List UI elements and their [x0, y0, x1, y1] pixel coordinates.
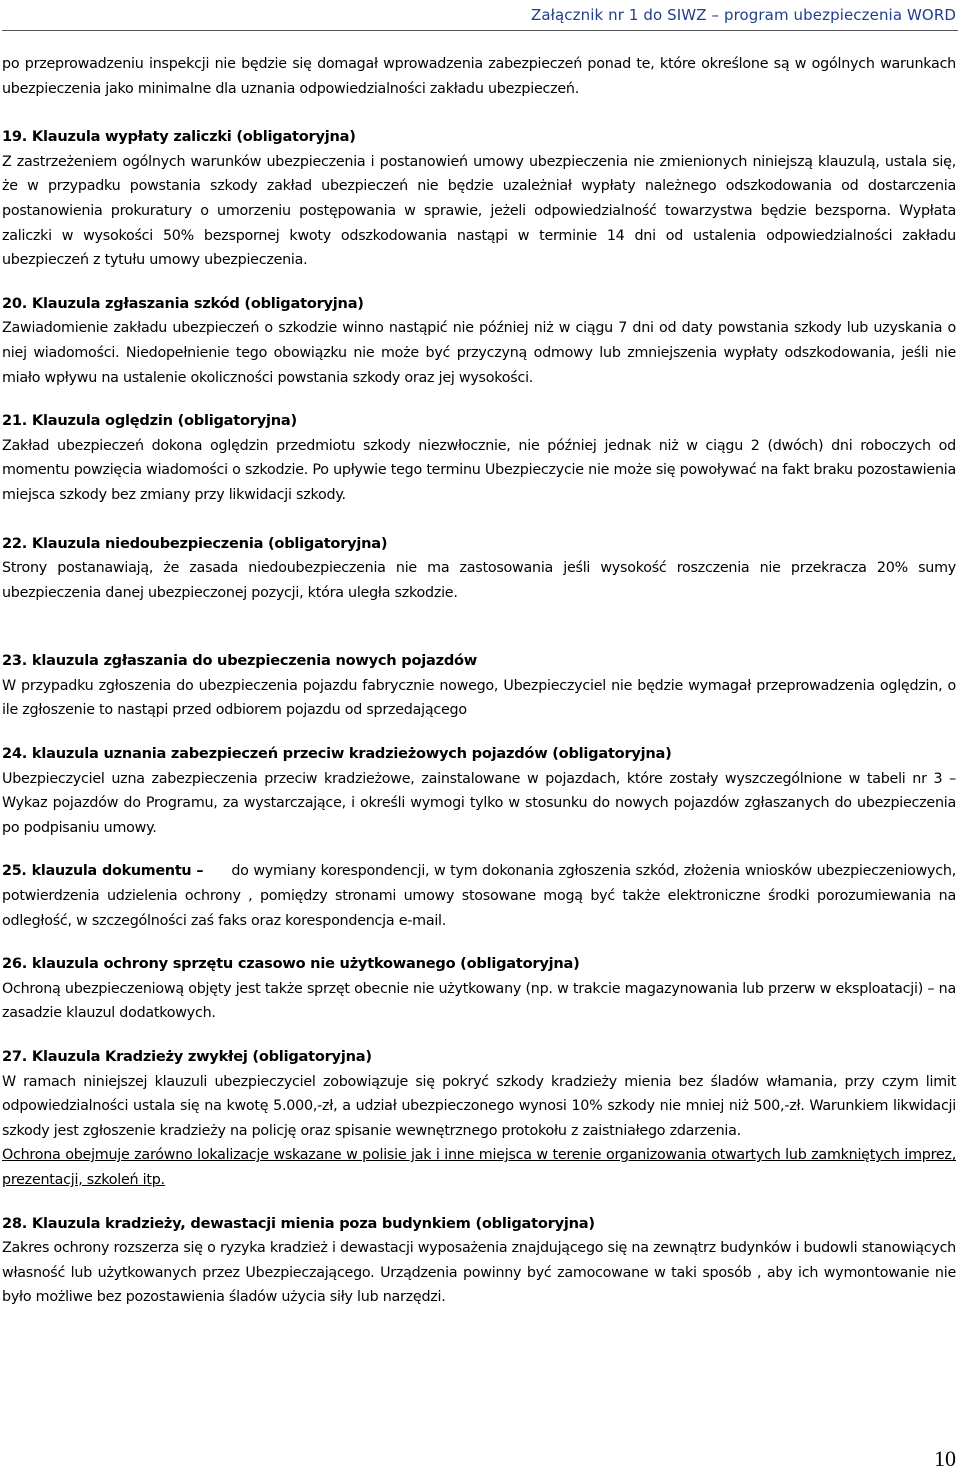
clause-22-body: Strony postanawiają, że zasada niedoubezpieczenia nie ma zastosowania jeśli wysokość roszczenia nie przekracza 20% sumy ubezpieczenia danej ubezpieczonej pozycji, która uległa szkodzie.: [2, 560, 956, 601]
clause-25-body: do wymiany korespondencji, w tym dokonania zgłoszenia szkód, złożenia wniosków ubezpieczeniowych, potwierdzenia udzielenia ochrony , pomiędzy stronami umowy stosowane mogą być także elektroniczne środki porozumiewania na odległość, w szczególności zaś faks oraz korespondencja e-mail.: [2, 863, 956, 929]
clause-27-heading: 27. Klauzula Kradzieży zwykłej (obligatoryjna): [2, 1048, 372, 1065]
clause-24: [2, 742, 956, 840]
clause-23-heading: 23. klauzula zgłaszania do ubezpieczenia nowych pojazdów: [2, 652, 478, 670]
clause-28-heading: 28. Klauzula kradzieży, dewastacji mienia poza budynkiem (obligatoryjna): [2, 1214, 595, 1232]
clause-19-body: Z zastrzeżeniem ogólnych warunków ubezpieczenia i postanowień umowy ubezpieczenia nie zmienionych niniejszą klauzulą, ustala się, że w przypadku powstania szkody zakład ubezpieczeń nie będzie uzależniał wypłaty należnego odszkodowania od dostarczenia postanowienia prokuratury o umorzeniu postępowania w sprawie, jeżeli odpowiedzialność towarzystwa będzie bezsporna. Wypłata zaliczki w wysokości 50% bezspornej kwoty odszkodowania nastąpi w terminie 14 dni od ustalenia odpowiedzialności zakładu ubezpieczeń z tytułu umowy ubezpieczenia.: [2, 153, 956, 269]
clause-20: [2, 292, 956, 390]
clause-26-heading: 26. klauzula ochrony sprzętu czasowo nie użytkowanego (obligatoryjna): [2, 955, 580, 973]
clause-24-heading: 24. klauzula uznania zabezpieczeń przeciw kradzieżowych pojazdów (obligatoryjna): [2, 745, 672, 763]
clause-21: [2, 409, 956, 507]
clause-21-body: Zakład ubezpieczeń dokona oględzin przedmiotu szkody niezwłocznie, nie później jednak niż w ciągu 2 (dwóch) dni roboczych od momentu powzięcia wiadomości o szkodzie. Po upływie tego terminu Ubezpieczycie nie może się powoływać na fakt braku pozostawienia miejsca szkody bez zmiany przy likwidacji szkody.: [2, 437, 956, 503]
clause-28-body: Zakres ochrony rozszerza się o ryzyka kradzież i dewastacji wyposażenia znajdującego się na zewnątrz budynków i budowli stanowiących własność lub użytkowanych przez Ubezpieczającego. Urządzenia powinny być zamocowane w taki sposób , aby ich wymontowanie nie było możliwe bez pozostawienia śladów użycia siły lub narzędzi.: [2, 1240, 956, 1306]
clause-22: [2, 532, 956, 606]
document-body: [2, 52, 956, 1310]
clause-23: [2, 649, 956, 723]
clause-20-body: Zawiadomienie zakładu ubezpieczeń o szkodzie winno nastąpić nie później niż w ciągu 7 dni od daty powstania szkody lub uzyskania o niej wiadomości. Niedopełnienie tego obowiązku nie może być przyczyną odmowy lub zmniejszenia wypłaty odszkodowania, jeśli nie miało wpływu na ustalenie okoliczności powstania szkody oraz jej wysokości.: [2, 320, 956, 386]
clause-27-underlined-note: Ochrona obejmuje zarówno lokalizacje wskazane w polisie jak i inne miejsca w terenie organizowania otwartych lub zamkniętych imprez, prezentacji, szkoleń itp.: [2, 1147, 956, 1188]
clause-21-heading: 21. Klauzula oględzin (obligatoryjna): [2, 412, 297, 430]
clause-19-heading: 19. Klauzula wypłaty zaliczki (obligatoryjna): [2, 128, 356, 146]
clause-26: [2, 952, 956, 1026]
clause-23-body: W przypadku zgłoszenia do ubezpieczenia pojazdu fabrycznie nowego, Ubezpieczyciel nie będzie wymagał przeprowadzenia oględzin, o ile zgłoszenie to nastąpi przed odbiorem pojazdu od sprzedającego: [2, 677, 956, 719]
header-divider: [2, 30, 958, 31]
clause-20-heading: 20. Klauzula zgłaszania szkód (obligatoryjna): [2, 294, 364, 312]
clause-19: [2, 125, 956, 273]
document-header: Załącznik nr 1 do SIWZ – program ubezpieczenia WORD: [530, 6, 956, 24]
clause-22-heading: 22. Klauzula niedoubezpieczenia (obligatoryjna): [2, 534, 388, 552]
page-number: 10: [934, 1446, 956, 1471]
clause-24-body: Ubezpieczyciel uzna zabezpieczenia przeciw kradzieżowe, zainstalowane w pojazdach, które zostały wyszczególnione w tabeli nr 3 – Wykaz pojazdów do Programu, za wystarczające, i określi wymogi tylko w stosunku do nowych pojazdów zgłaszanych do ubezpieczenia po podpisaniu umowy.: [2, 770, 956, 836]
clause-27: [2, 1045, 956, 1193]
clause-28: [2, 1212, 956, 1310]
clause-25-paragraph: [2, 859, 956, 933]
clause-26-body: Ochroną ubezpieczeniową objęty jest także sprzęt obecnie nie użytkowany (np. w trakcie magazynowania lub przerw w eksploatacji) – na zasadzie klauzul dodatkowych.: [2, 980, 956, 1022]
clause-25: [2, 859, 956, 933]
clause-25-heading: 25. klauzula dokumentu –: [2, 863, 204, 880]
clause-27-body: W ramach niniejszej klauzuli ubezpieczyciel zobowiązuje się pokryć szkody kradzieży mienia bez śladów włamania, przy czym limit odpowiedzialności ustala się na kwotę 5.000,-zł, a udział ubezpieczonego wynosi 10% szkody nie mniej niż 500,-zł. Warunkiem likwidacji szkody jest zgłoszenie kradzieży na policję oraz spisanie wewnętrznego protokołu z zaistniałego zdarzenia.: [2, 1073, 956, 1139]
intro-paragraph: po przeprowadzeniu inspekcji nie będzie się domagał wprowadzenia zabezpieczeń ponad te, które określone są w ogólnych warunkach ubezpieczenia jako minimalne dla uznania odpowiedzialności zakładu ubezpieczeń.: [2, 56, 956, 97]
